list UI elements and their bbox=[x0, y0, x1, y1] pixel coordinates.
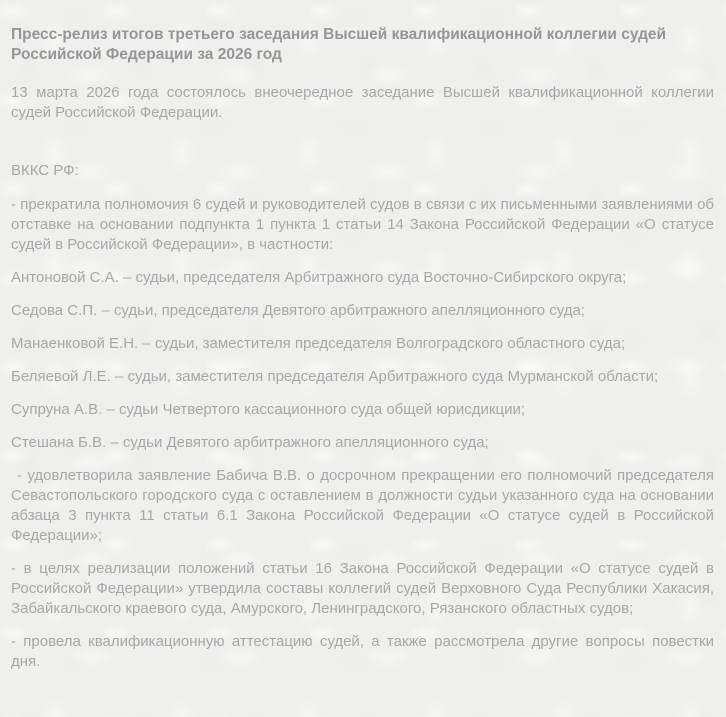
decision-babich-resignation: - удовлетворила заявление Бабича В.В. о досрочном прекращении его полномочий председателя Севастопольского городского суда с оставлением в должности судьи указанного суда на основании абзаца 3 пункта 11 статьи 6.1 Закона Российской Федерации «О статусе судей в Российской Федерации»; bbox=[11, 467, 714, 544]
organization-heading: ВККС РФ: bbox=[11, 162, 79, 179]
judge-item-sedov: Седова С.П. – судьи, председателя Девятого арбитражного апелляционного суда; bbox=[11, 302, 585, 319]
decision-attestation: - провела квалификационную аттестацию судей, а также рассмотрела другие вопросы повестки дня. bbox=[11, 633, 714, 670]
judge-item-suprun: Супруна А.В. – судьи Четвертого кассационного суда общей юрисдикции; bbox=[11, 401, 526, 418]
decision-collegium-compositions: - в целях реализации положений статьи 16 Закона Российской Федерации «О статусе судей в Российской Федерации» утвердила составы коллегий судей Верховного Суда Республики Хакасия, Забайкальского краевого суда, Амурского, Ленинградского, Рязанского областных судов; bbox=[11, 560, 714, 617]
judge-item-steshan: Стешана Б.В. – судьи Девятого арбитражного апелляционного суда; bbox=[11, 434, 489, 451]
judge-item-antonova: Антоновой С.А. – судьи, председателя Арбитражного суда Восточно-Сибирского округа; bbox=[11, 269, 627, 286]
decision-terminated-powers: - прекратила полномочия 6 судей и руководителей судов в связи с их письменными заявлениями об отставке на основании подпункта 1 пункта 1 статьи 14 Закона Российской Федерации «О статусе судей в Российской Федерации», в частности: bbox=[11, 196, 714, 253]
intro-paragraph: 13 марта 2026 года состоялось внеочередное заседание Высшей квалификационной коллегии судей Российской Федерации. bbox=[11, 84, 714, 121]
judge-item-manaenkova: Манаенковой Е.Н. – судьи, заместителя председателя Волгоградского областного суда; bbox=[11, 335, 626, 352]
document-title: Пресс-релиз итогов третьего заседания Высшей квалификационной коллегии судей Российской Федерации за 2026 год bbox=[11, 26, 667, 63]
judge-item-belyaeva: Беляевой Л.Е. – судьи, заместителя председателя Арбитражного суда Мурманской области; bbox=[11, 368, 659, 385]
